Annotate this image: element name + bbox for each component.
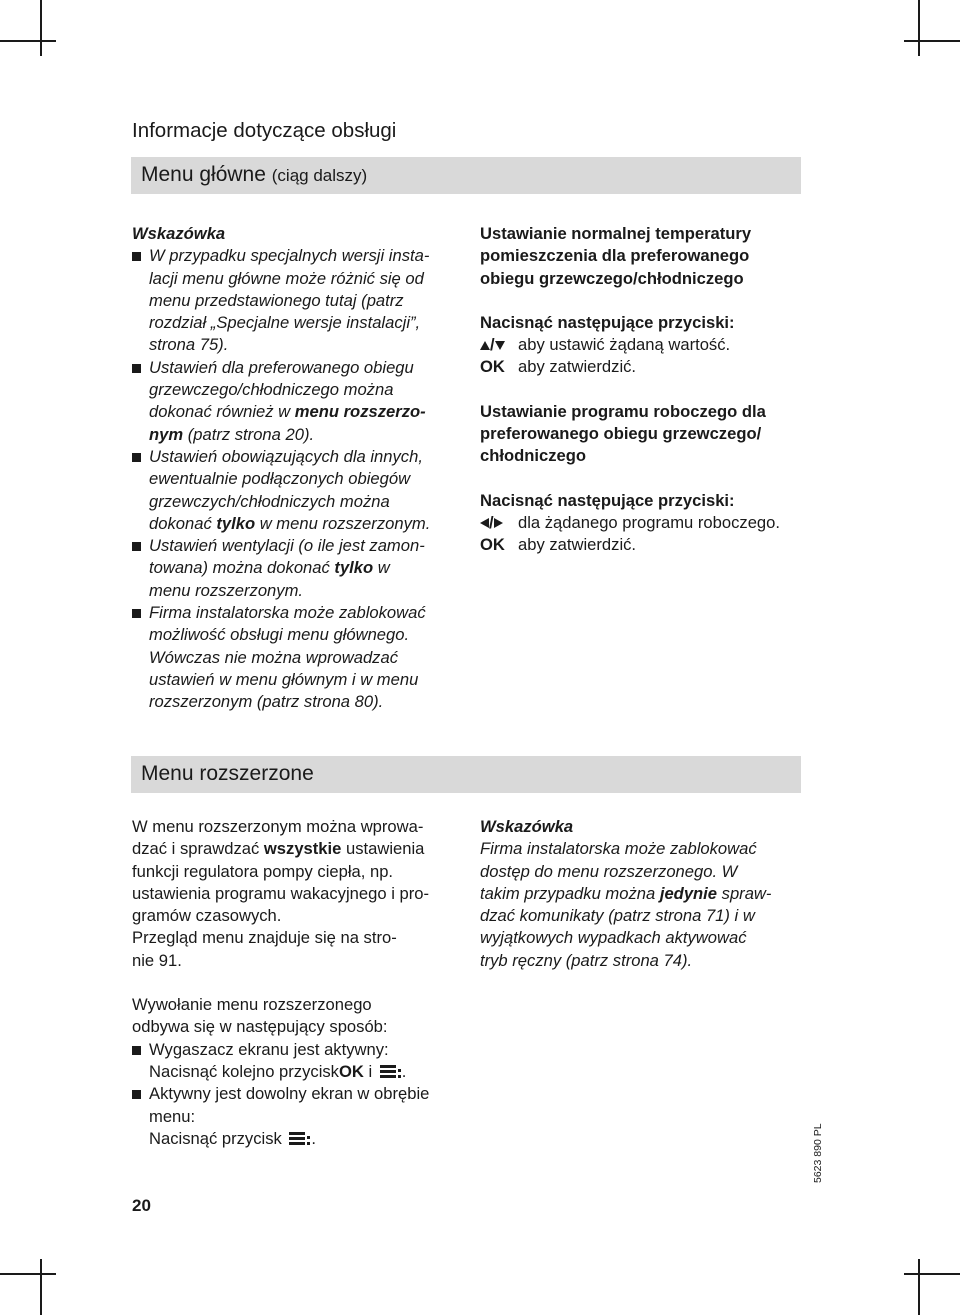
- text-line: menu rozszerzonym.: [149, 580, 304, 600]
- left-column-notes: [132, 223, 462, 714]
- text-line: ustawienia programu wakacyjnego i pro-: [132, 883, 429, 903]
- text-line: Wówczas nie można wprowadzać: [149, 647, 399, 667]
- text-line: ewentualnie podłączonych obiegów: [149, 469, 411, 489]
- text-span: dokonać: [149, 513, 217, 533]
- square-bullet-icon: [132, 542, 141, 551]
- text-span: ustawienia: [341, 839, 425, 859]
- square-bullet-icon: [132, 609, 141, 618]
- text-line: [480, 883, 815, 905]
- text-line: ustawień w menu głównym i w menu: [149, 669, 419, 689]
- text-line: Aktywny jest dowolny ekran w obrębie: [149, 1084, 430, 1104]
- text-line: [149, 513, 462, 535]
- right-column-note: [480, 816, 815, 972]
- key-instruction-row: [480, 356, 810, 378]
- text-span: .: [311, 1128, 317, 1148]
- square-bullet-icon: [132, 1046, 141, 1055]
- text-line: Ustawień wentylacji (o ile jest zamon-: [149, 536, 425, 556]
- page-number: 20: [132, 1196, 151, 1215]
- text-span: spraw-: [717, 883, 772, 903]
- text-span: i: [363, 1061, 377, 1081]
- text-line: [149, 401, 462, 423]
- text-line: [149, 1061, 467, 1083]
- left-column-extended-menu: [132, 816, 467, 1150]
- text-span: dzać i sprawdzać: [132, 839, 264, 859]
- text-line: [149, 557, 462, 579]
- instruction-heading: [480, 401, 810, 468]
- menu-icon: [289, 1132, 311, 1146]
- text-line: Ustawianie normalnej temperatury: [480, 224, 752, 243]
- text-line: strona 75).: [149, 335, 229, 355]
- crop-mark: [40, 1259, 42, 1315]
- text-line: Firma instalatorska może zablokować: [149, 603, 426, 623]
- text-line: grzewczego/chłodniczego można: [149, 380, 394, 400]
- crop-mark: [918, 1259, 920, 1315]
- square-bullet-icon: [132, 1090, 141, 1099]
- bullet-item: [132, 1083, 467, 1150]
- key-description: aby ustawić żądaną wartość.: [518, 335, 731, 355]
- bullet-item: [132, 245, 462, 356]
- menu-icon: [380, 1065, 402, 1079]
- text-line: lacji menu główne może różnić się od: [149, 268, 424, 288]
- key-label: [480, 512, 518, 534]
- crop-mark: [40, 0, 42, 56]
- key-description: dla żądanego programu roboczego.: [518, 512, 780, 532]
- section-title: Menu główne: [141, 163, 266, 186]
- crop-mark: [0, 40, 56, 42]
- bullet-item: [132, 535, 462, 602]
- crop-mark: [904, 40, 960, 42]
- bullet-item: [132, 602, 462, 713]
- section-subtitle: (ciąg dalszy): [271, 166, 368, 185]
- text-line: dzać komunikaty (patrz strona 71) i w: [480, 906, 755, 926]
- text-span: (patrz strona 20).: [183, 424, 315, 444]
- text-line: odbywa się w następujący sposób:: [132, 1017, 388, 1037]
- text-line: W przypadku specjalnych wersji insta-: [149, 246, 430, 266]
- bold-text: nym: [149, 424, 184, 444]
- text-line: Wywołanie menu rozszerzonego: [132, 995, 372, 1015]
- square-bullet-icon: [132, 364, 141, 373]
- text-line: pomieszczenia dla preferowanego: [480, 246, 750, 266]
- key-label: OK: [480, 535, 505, 555]
- bold-text: wszystkie: [263, 839, 342, 859]
- section-header-main-menu: [131, 157, 801, 194]
- text-line: Przegląd menu znajduje się na stro-: [132, 928, 397, 948]
- text-line: Ustawianie programu roboczego dla: [480, 401, 766, 421]
- instruction-heading: [480, 223, 810, 290]
- text-line: wyjątkowych wypadkach aktywować: [480, 928, 747, 948]
- text-line: Wygaszacz ekranu jest aktywny:: [149, 1039, 389, 1059]
- text-line: preferowanego obiegu grzewczego/: [480, 424, 762, 444]
- crop-mark: [904, 1273, 960, 1275]
- section-title: Menu rozszerzone: [141, 762, 314, 785]
- ok-key-label: OK: [338, 1061, 364, 1081]
- running-title: Informacje dotyczące obsługi: [132, 119, 397, 142]
- text-span: towana) można dokonać: [149, 558, 335, 578]
- bullet-item: [132, 357, 462, 446]
- text-line: [149, 1128, 467, 1150]
- square-bullet-icon: [132, 453, 141, 462]
- key-instruction-row: [480, 534, 810, 556]
- text-line: grzewczych/chłodniczych można: [149, 491, 390, 511]
- text-span: w menu rozszerzonym.: [255, 513, 431, 533]
- key-description: aby zatwierdzić.: [518, 357, 637, 377]
- text-span: dokonać również w: [149, 402, 295, 422]
- text-span: w: [373, 558, 390, 578]
- note-title: Wskazówka: [132, 224, 226, 243]
- key-separator: /: [489, 512, 494, 532]
- text-line: Firma instalatorska może zablokować: [480, 839, 757, 859]
- square-bullet-icon: [132, 252, 141, 261]
- text-line: Ustawień obowiązujących dla innych,: [149, 446, 423, 466]
- text-line: [132, 838, 467, 860]
- arrow-down-icon: [495, 341, 505, 350]
- text-line: dostęp do menu rozszerzonego. W: [480, 861, 738, 881]
- arrow-up-icon: [480, 341, 490, 350]
- text-line: obiegu grzewczego/chłodniczego: [480, 268, 744, 288]
- text-line: rozdział „Specjalne wersje instalacji”,: [149, 313, 421, 333]
- crop-mark: [0, 1273, 56, 1275]
- text-line: nie 91.: [132, 950, 182, 970]
- bold-text: tylko: [216, 513, 256, 533]
- note-title: Wskazówka: [480, 817, 574, 836]
- right-column-instructions: [480, 223, 810, 557]
- arrow-left-icon: [480, 518, 489, 528]
- section-title-wrap: [141, 163, 367, 187]
- text-line: [149, 424, 462, 446]
- section-header-extended-menu: [131, 756, 801, 793]
- bold-text: jedynie: [659, 883, 718, 903]
- key-instruction-row: [480, 512, 810, 534]
- press-buttons-label: Nacisnąć następujące przyciski:: [480, 312, 735, 332]
- key-description: aby zatwierdzić.: [518, 535, 637, 555]
- bold-text: menu rozszerzo-: [294, 402, 426, 422]
- text-span: .: [401, 1061, 407, 1081]
- text-line: możliwość obsługi menu głównego.: [149, 625, 410, 645]
- text-line: gramów czasowych.: [132, 906, 282, 926]
- text-line: tryb ręczny (patrz strona 74).: [480, 950, 693, 970]
- text-line: menu:: [149, 1106, 196, 1126]
- crop-mark: [918, 0, 920, 56]
- text-line: rozszerzonym (patrz strona 80).: [149, 692, 384, 712]
- arrow-right-icon: [494, 518, 503, 528]
- text-line: W menu rozszerzonym można wprowa-: [132, 817, 424, 836]
- key-instruction-row: [480, 334, 810, 356]
- document-code: 5623 890 PL: [812, 1123, 824, 1183]
- text-span: Nacisnąć kolejno przycisk: [149, 1061, 339, 1081]
- bold-text: tylko: [334, 558, 374, 578]
- text-span: Nacisnąć przycisk: [149, 1128, 287, 1148]
- key-separator: /: [490, 335, 495, 355]
- key-label: [480, 334, 518, 356]
- bullet-item: [132, 1039, 467, 1084]
- bullet-item: [132, 446, 462, 535]
- key-label: OK: [480, 357, 505, 377]
- text-line: Ustawień dla preferowanego obiegu: [149, 357, 414, 377]
- text-line: menu przedstawionego tutaj (patrz: [149, 290, 404, 310]
- press-buttons-label: Nacisnąć następujące przyciski:: [480, 490, 735, 510]
- text-line: funkcji regulatora pompy ciepła, np.: [132, 861, 394, 881]
- text-span: takim przypadku można: [480, 883, 660, 903]
- text-line: chłodniczego: [480, 446, 587, 466]
